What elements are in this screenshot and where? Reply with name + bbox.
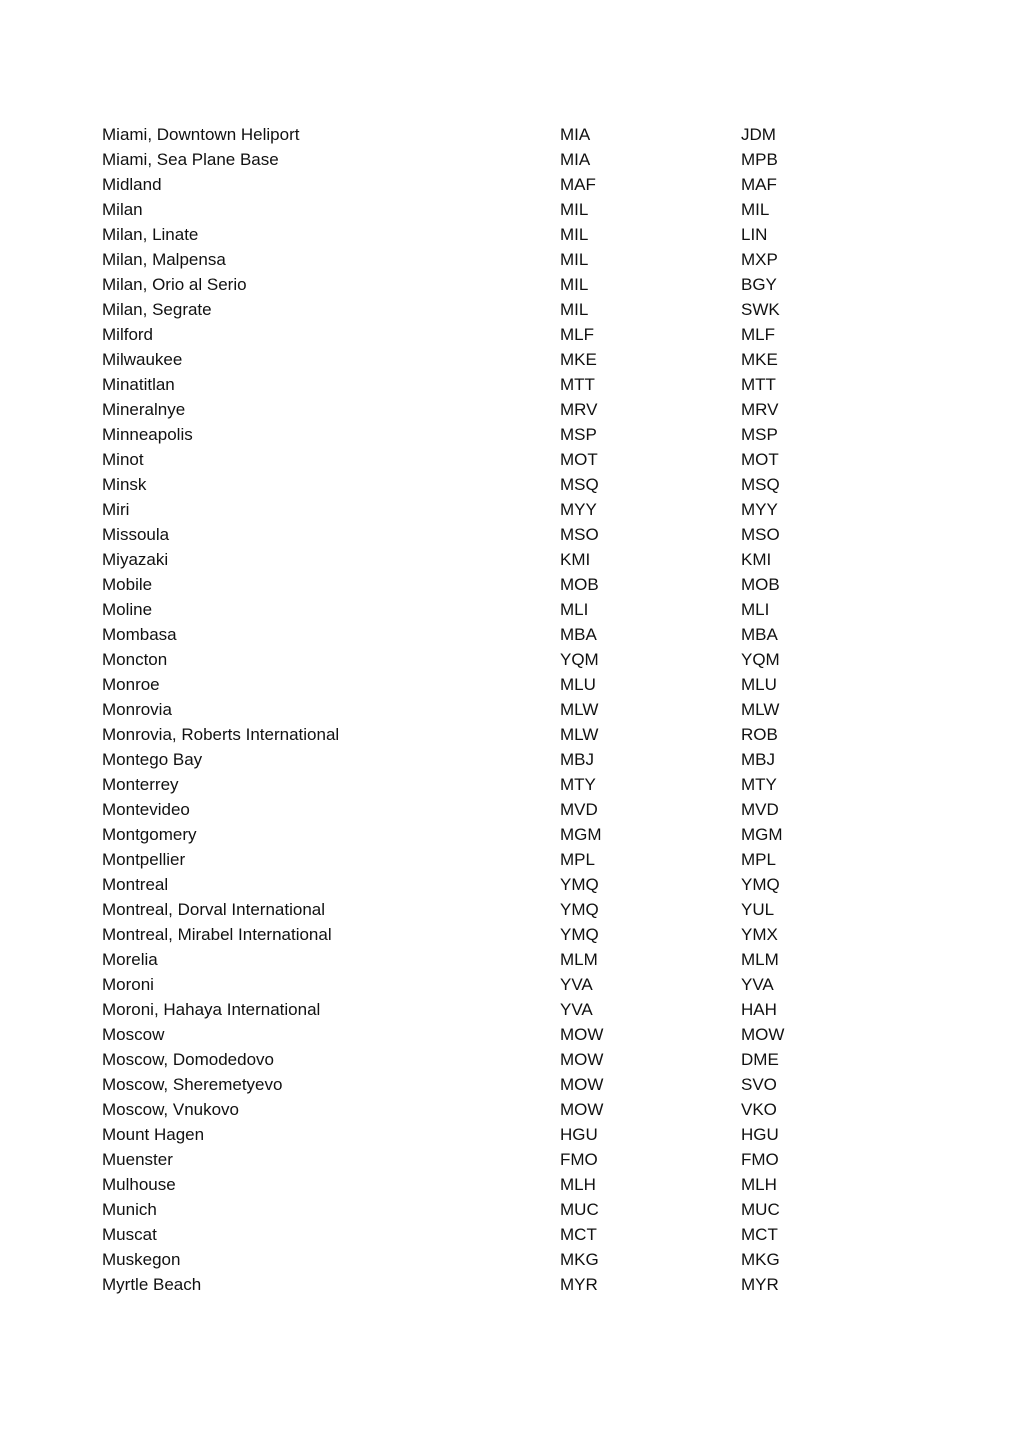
table-row xyxy=(102,1272,862,1297)
airport-code-cell: YQM xyxy=(741,650,780,669)
city-name-cell: Myrtle Beach xyxy=(102,1275,202,1294)
table-row xyxy=(102,272,862,297)
metro-code-cell: FMO xyxy=(560,1150,598,1169)
airport-code-cell: MOT xyxy=(741,450,779,469)
table-row xyxy=(102,997,862,1022)
table-row xyxy=(102,1122,862,1147)
metro-code-cell: MLM xyxy=(560,950,598,969)
metro-code-cell: MYR xyxy=(560,1275,598,1294)
metro-code-cell: MOW xyxy=(560,1025,604,1044)
airport-code-cell: MLM xyxy=(741,950,779,969)
city-name-cell: Muenster xyxy=(102,1150,173,1169)
metro-code-cell: MCT xyxy=(560,1225,597,1244)
airport-code-cell: MYR xyxy=(741,1275,779,1294)
city-name-cell: Monrovia xyxy=(102,700,172,719)
metro-code-cell: KMI xyxy=(560,550,591,569)
metro-code-cell: MBA xyxy=(560,625,597,644)
metro-code-cell: MSP xyxy=(560,425,597,444)
city-name-cell: Mobile xyxy=(102,575,153,594)
metro-code-cell: MLW xyxy=(560,725,599,744)
city-name-cell: Montpellier xyxy=(102,850,186,869)
city-name-cell: Muscat xyxy=(102,1225,157,1244)
metro-code-cell: MSO xyxy=(560,525,599,544)
metro-code-cell: MLI xyxy=(560,600,589,619)
airport-code-cell: SWK xyxy=(741,300,780,319)
table-row xyxy=(102,397,862,422)
metro-code-cell: MSQ xyxy=(560,475,599,494)
table-row xyxy=(102,797,862,822)
airport-code-cell: KMI xyxy=(741,550,772,569)
airport-code-cell: MXP xyxy=(741,250,778,269)
airport-code-cell: MCT xyxy=(741,1225,778,1244)
table-row xyxy=(102,1072,862,1097)
airport-code-cell: MRV xyxy=(741,400,779,419)
airport-code-cell: MYY xyxy=(741,500,778,519)
city-name-cell: Minneapolis xyxy=(102,425,193,444)
table-row xyxy=(102,547,862,572)
city-name-cell: Moscow, Vnukovo xyxy=(102,1100,240,1119)
airport-code-cell: MOB xyxy=(741,575,780,594)
city-name-cell: Moscow xyxy=(102,1025,165,1044)
metro-code-cell: MOW xyxy=(560,1075,604,1094)
metro-code-cell: MLW xyxy=(560,700,599,719)
table-row xyxy=(102,772,862,797)
airport-code-cell: YMX xyxy=(741,925,778,944)
metro-code-cell: MLH xyxy=(560,1175,596,1194)
metro-code-cell: MKG xyxy=(560,1250,599,1269)
city-name-cell: Montgomery xyxy=(102,825,197,844)
airport-code-cell: MKG xyxy=(741,1250,780,1269)
metro-code-cell: MTT xyxy=(560,375,595,394)
table-row xyxy=(102,872,862,897)
table-row xyxy=(102,422,862,447)
airport-code-cell: ROB xyxy=(741,725,778,744)
city-name-cell: Miri xyxy=(102,500,130,519)
city-name-cell: Moscow, Sheremetyevo xyxy=(102,1075,283,1094)
city-name-cell: Miami, Downtown Heliport xyxy=(102,125,300,144)
table-row xyxy=(102,947,862,972)
table-row xyxy=(102,1197,862,1222)
city-name-cell: Monterrey xyxy=(102,775,179,794)
table-row xyxy=(102,1147,862,1172)
metro-code-cell: MIA xyxy=(560,150,591,169)
table-row xyxy=(102,447,862,472)
table-row xyxy=(102,647,862,672)
metro-code-cell: MGM xyxy=(560,825,602,844)
city-name-cell: Milan, Linate xyxy=(102,225,199,244)
table-row xyxy=(102,1097,862,1122)
airport-code-cell: YUL xyxy=(741,900,775,919)
table-row xyxy=(102,572,862,597)
airport-code-cell: BGY xyxy=(741,275,777,294)
metro-code-cell: MLU xyxy=(560,675,596,694)
metro-code-cell: MIL xyxy=(560,250,589,269)
city-name-cell: Montreal xyxy=(102,875,169,894)
airport-code-cell: DME xyxy=(741,1050,779,1069)
city-name-cell: Milford xyxy=(102,325,154,344)
airport-code-cell: MIL xyxy=(741,200,770,219)
city-name-cell: Missoula xyxy=(102,525,170,544)
city-name-cell: Milwaukee xyxy=(102,350,183,369)
metro-code-cell: MIL xyxy=(560,300,589,319)
airport-code-cell: MBJ xyxy=(741,750,775,769)
table-row xyxy=(102,1172,862,1197)
airport-code-cell: MGM xyxy=(741,825,783,844)
airport-code-cell: MLI xyxy=(741,600,770,619)
city-name-cell: Moline xyxy=(102,600,153,619)
metro-code-cell: MYY xyxy=(560,500,597,519)
city-name-cell: Mount Hagen xyxy=(102,1125,205,1144)
metro-code-cell: MAF xyxy=(560,175,596,194)
city-name-cell: Milan, Orio al Serio xyxy=(102,275,247,294)
city-name-cell: Montreal, Mirabel International xyxy=(102,925,332,944)
airport-code-cell: YVA xyxy=(741,975,774,994)
table-row xyxy=(102,172,862,197)
city-name-cell: Midland xyxy=(102,175,162,194)
metro-code-cell: MPL xyxy=(560,850,595,869)
city-name-cell: Milan xyxy=(102,200,143,219)
table-row xyxy=(102,197,862,222)
airport-code-table xyxy=(102,122,862,1297)
city-name-cell: Mineralnye xyxy=(102,400,186,419)
metro-code-cell: YMQ xyxy=(560,875,599,894)
airport-code-cell: MLF xyxy=(741,325,775,344)
airport-code-cell: SVO xyxy=(741,1075,777,1094)
table-row xyxy=(102,247,862,272)
city-name-cell: Moscow, Domodedovo xyxy=(102,1050,274,1069)
airport-code-cell: HAH xyxy=(741,1000,777,1019)
city-name-cell: Montreal, Dorval International xyxy=(102,900,326,919)
table-row xyxy=(102,122,862,147)
airport-code-cell: FMO xyxy=(741,1150,779,1169)
airport-code-cell: VKO xyxy=(741,1100,777,1119)
table-row xyxy=(102,1047,862,1072)
city-name-cell: Munich xyxy=(102,1200,157,1219)
metro-code-cell: HGU xyxy=(560,1125,598,1144)
metro-code-cell: MTY xyxy=(560,775,596,794)
metro-code-cell: MLF xyxy=(560,325,594,344)
metro-code-cell: MIL xyxy=(560,200,589,219)
city-name-cell: Monroe xyxy=(102,675,160,694)
metro-code-cell: MOT xyxy=(560,450,598,469)
city-name-cell: Miami, Sea Plane Base xyxy=(102,150,279,169)
metro-code-cell: MIL xyxy=(560,275,589,294)
table-row xyxy=(102,922,862,947)
table-row xyxy=(102,147,862,172)
metro-code-cell: MUC xyxy=(560,1200,599,1219)
table-row xyxy=(102,222,862,247)
airport-code-cell: HGU xyxy=(741,1125,779,1144)
table-row xyxy=(102,497,862,522)
metro-code-cell: MOW xyxy=(560,1100,604,1119)
table-row xyxy=(102,722,862,747)
city-name-cell: Moroni, Hahaya International xyxy=(102,1000,321,1019)
metro-code-cell: MIL xyxy=(560,225,589,244)
city-name-cell: Minatitlan xyxy=(102,375,175,394)
city-name-cell: Milan, Segrate xyxy=(102,300,212,319)
table-row xyxy=(102,347,862,372)
table-row xyxy=(102,472,862,497)
metro-code-cell: MBJ xyxy=(560,750,594,769)
metro-code-cell: YVA xyxy=(560,975,593,994)
airport-code-cell: MTY xyxy=(741,775,777,794)
metro-code-cell: MOB xyxy=(560,575,599,594)
table-row xyxy=(102,597,862,622)
table-row xyxy=(102,372,862,397)
table-row xyxy=(102,322,862,347)
metro-code-cell: MRV xyxy=(560,400,598,419)
airport-code-cell: MVD xyxy=(741,800,779,819)
airport-code-cell: MKE xyxy=(741,350,778,369)
city-name-cell: Muskegon xyxy=(102,1250,181,1269)
airport-code-cell: MSQ xyxy=(741,475,780,494)
airport-code-cell: MOW xyxy=(741,1025,785,1044)
table-row xyxy=(102,897,862,922)
city-name-cell: Mombasa xyxy=(102,625,177,644)
table-row xyxy=(102,697,862,722)
airport-code-cell: YMQ xyxy=(741,875,780,894)
airport-code-cell: MSO xyxy=(741,525,780,544)
table-row xyxy=(102,672,862,697)
city-name-cell: Moncton xyxy=(102,650,168,669)
table-row xyxy=(102,297,862,322)
city-name-cell: Moroni xyxy=(102,975,154,994)
table-row xyxy=(102,822,862,847)
city-name-cell: Monrovia, Roberts International xyxy=(102,725,340,744)
metro-code-cell: YQM xyxy=(560,650,599,669)
table-row xyxy=(102,1222,862,1247)
metro-code-cell: YMQ xyxy=(560,900,599,919)
city-name-cell: Minot xyxy=(102,450,144,469)
metro-code-cell: MVD xyxy=(560,800,598,819)
airport-code-cell: MTT xyxy=(741,375,776,394)
metro-code-cell: MKE xyxy=(560,350,597,369)
airport-code-cell: MSP xyxy=(741,425,778,444)
airport-code-cell: MLW xyxy=(741,700,780,719)
city-name-cell: Montego Bay xyxy=(102,750,203,769)
airport-code-cell: MUC xyxy=(741,1200,780,1219)
table-row xyxy=(102,1247,862,1272)
airport-code-cell: MPB xyxy=(741,150,778,169)
metro-code-cell: MOW xyxy=(560,1050,604,1069)
airport-code-cell: MBA xyxy=(741,625,778,644)
airport-code-cell: MLU xyxy=(741,675,777,694)
city-name-cell: Morelia xyxy=(102,950,158,969)
metro-code-cell: MIA xyxy=(560,125,591,144)
city-name-cell: Miyazaki xyxy=(102,550,169,569)
airport-code-cell: MPL xyxy=(741,850,776,869)
city-name-cell: Montevideo xyxy=(102,800,190,819)
table-row xyxy=(102,847,862,872)
airport-code-cell: JDM xyxy=(741,125,776,144)
table-row xyxy=(102,1022,862,1047)
city-name-cell: Mulhouse xyxy=(102,1175,176,1194)
metro-code-cell: YMQ xyxy=(560,925,599,944)
table-row xyxy=(102,622,862,647)
table-row xyxy=(102,522,862,547)
airport-code-cell: LIN xyxy=(741,225,768,244)
airport-code-cell: MLH xyxy=(741,1175,777,1194)
table-row xyxy=(102,747,862,772)
airport-code-cell: MAF xyxy=(741,175,777,194)
city-name-cell: Milan, Malpensa xyxy=(102,250,226,269)
metro-code-cell: YVA xyxy=(560,1000,593,1019)
table-row xyxy=(102,972,862,997)
city-name-cell: Minsk xyxy=(102,475,147,494)
